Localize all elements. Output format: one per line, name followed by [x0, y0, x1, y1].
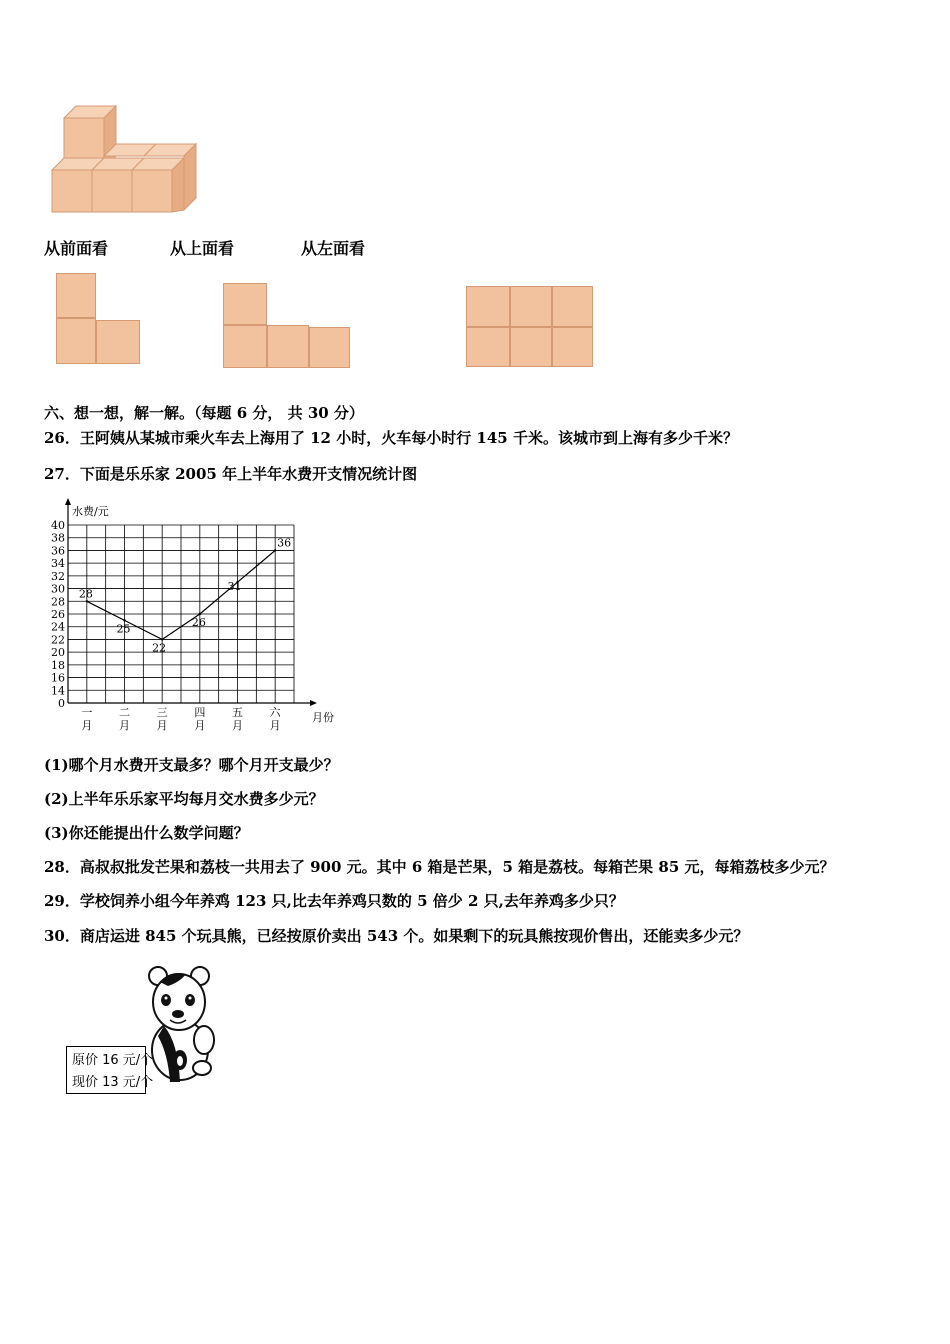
- view-drawing-2: [223, 283, 351, 369]
- question-27-2: (2)上半年乐乐家平均每月交水费多少元？: [44, 790, 324, 808]
- view-label-top: 从上面看: [170, 239, 235, 258]
- x-tick-label: 月: [119, 719, 130, 732]
- question-27: 27．下面是乐乐家 2005 年上半年水费开支情况统计图: [44, 465, 418, 483]
- data-label: 36: [277, 536, 292, 550]
- x-tick-label: 一: [81, 706, 93, 719]
- y-tick-label: 40: [51, 519, 65, 532]
- y-tick-label: 22: [51, 633, 65, 647]
- data-label: 26: [191, 616, 206, 629]
- y-tick-label: 36: [51, 544, 65, 558]
- y-axis-title: 水费/元: [72, 505, 109, 518]
- x-tick-label: 月: [194, 719, 206, 732]
- data-label: 28: [78, 587, 93, 601]
- current-price: 现价 13 元/个: [72, 1075, 154, 1090]
- y-tick-label: 32: [51, 569, 65, 583]
- data-label: 31: [227, 580, 242, 594]
- data-point: [86, 600, 88, 602]
- data-point: [161, 638, 163, 640]
- x-axis-arrow: [310, 700, 317, 706]
- y-tick-label: 18: [51, 658, 65, 672]
- y-tick-label: 34: [51, 557, 65, 571]
- y-tick-label: 20: [51, 646, 65, 660]
- water-fee-line-chart: [40, 495, 334, 740]
- x-tick-label: 二: [119, 706, 130, 719]
- y-axis-arrow: [65, 498, 71, 505]
- y-tick-label: 30: [51, 582, 65, 596]
- question-27-1: (1)哪个月水费开支最多？哪个月开支最少？: [44, 756, 339, 774]
- data-point: [123, 619, 125, 621]
- data-point: [274, 549, 276, 551]
- x-tick-label: 月: [81, 719, 93, 732]
- y-tick-label: 16: [51, 671, 65, 685]
- x-tick-label: 月: [156, 719, 168, 732]
- y-tick-label: 14: [51, 684, 65, 698]
- question-30: 30．商店运进 845 个玩具熊，已经按原价卖出 543 个。如果剩下的玩具熊按现价售出，还能卖多少元？: [44, 927, 749, 945]
- data-label: 22: [152, 641, 167, 655]
- price-sign: [66, 1046, 154, 1094]
- x-tick-label: 月: [232, 719, 243, 732]
- x-axis-title: 月份: [312, 711, 334, 724]
- y-tick-label: 26: [51, 608, 65, 621]
- question-27-3: (3)你还能提出什么数学问题？: [44, 824, 249, 842]
- view-label-left: 从左面看: [301, 239, 366, 258]
- data-point: [199, 613, 201, 615]
- question-26: 26．王阿姨从某城市乘火车去上海用了 12 小时，火车每小时行 145 千米。该城市到上海有多少千米？: [44, 429, 738, 447]
- x-tick-label: 六: [269, 706, 281, 719]
- cube-solid-illustration: [44, 100, 214, 220]
- x-tick-label: 三: [156, 706, 168, 719]
- x-tick-label: 月: [269, 719, 281, 732]
- x-tick-label: 五: [232, 706, 243, 719]
- view-drawing-3: [466, 286, 594, 368]
- question-29: 29．学校饲养小组今年养鸡 123 只,比去年养鸡只数的 5 倍少 2 只,去年养鸡多少只？: [44, 892, 624, 910]
- teddy-bear-illustration: [140, 962, 220, 1087]
- y-tick-label: 28: [51, 595, 65, 609]
- view-label-front: 从前面看: [44, 239, 109, 258]
- view-drawing-1: [56, 273, 141, 365]
- y-tick-label: 24: [51, 620, 65, 634]
- section-heading: 六、想一想，解一解。（每题 6 分， 共 30 分）: [44, 404, 364, 422]
- y-tick-label: 38: [51, 531, 65, 545]
- question-28: 28．高叔叔批发芒果和荔枝一共用去了 900 元。其中 6 箱是芒果，5 箱是荔枝。每箱芒果 85 元，每箱荔枝多少元？: [44, 858, 835, 876]
- x-tick-label: 四: [194, 706, 206, 719]
- y-tick-label: 0: [58, 697, 65, 710]
- original-price: 原价 16 元/个: [72, 1053, 154, 1068]
- data-label: 25: [116, 622, 131, 636]
